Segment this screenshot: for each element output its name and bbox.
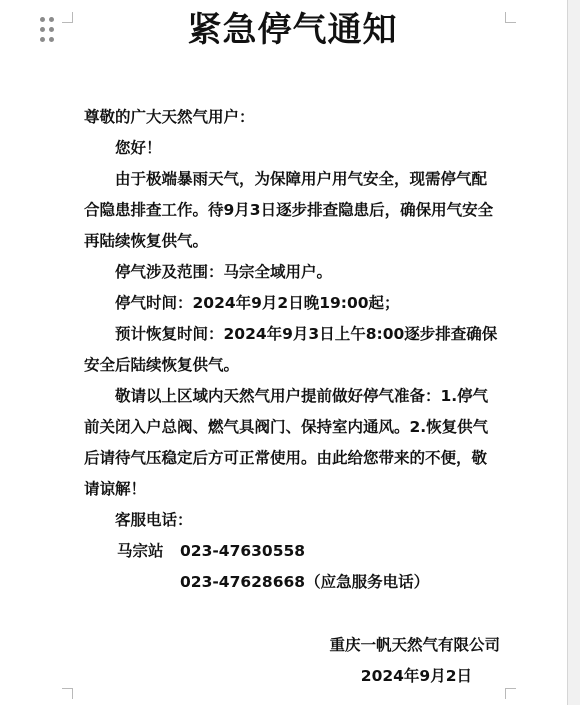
phone-emergency: 023-47628668（应急服务电话） bbox=[180, 573, 430, 591]
station-label: 马宗站 bbox=[117, 542, 164, 560]
service-phone-label: 客服电话： bbox=[115, 511, 193, 529]
greeting: 您好！ bbox=[115, 139, 162, 157]
signature-block bbox=[0, 630, 500, 692]
paragraph-restore-time: 预计恢复时间：2024年9月3日上午8:00逐步排查确保安全后陆续恢复供气。 bbox=[84, 325, 498, 374]
paragraph-start-time: 停气时间：2024年9月2日晚19:00起； bbox=[115, 294, 400, 312]
salutation: 尊敬的广大天然气用户： bbox=[84, 108, 255, 126]
notice-date: 2024年9月2日 bbox=[360, 667, 472, 685]
margin-mark-bottom-right bbox=[505, 688, 516, 699]
company-name: 重庆一帆天然气有限公司 bbox=[329, 636, 500, 654]
station-phone-row bbox=[84, 536, 502, 567]
notice-body bbox=[84, 102, 502, 598]
paragraph-scope: 停气涉及范围：马宗全域用户。 bbox=[115, 263, 333, 281]
paragraph-reason: 由于极端暴雨天气，为保障用户用气安全，现需停气配合隐患排查工作。待9月3日逐步排查隐患后，确保用气安全再陆续恢复供气。 bbox=[84, 170, 494, 250]
phone-primary: 023-47630558 bbox=[180, 542, 306, 560]
notice-title: 紧急停气通知 bbox=[187, 10, 398, 50]
paragraph-preparation: 敬请以上区域内天然气用户提前做好停气准备：1.停气前关闭入户总阀、燃气具阀门、保持室内通风。2.恢复供气后请待气压稳定后方可正常使用。由此给您带来的不便，敬请谅解！ bbox=[84, 387, 489, 498]
